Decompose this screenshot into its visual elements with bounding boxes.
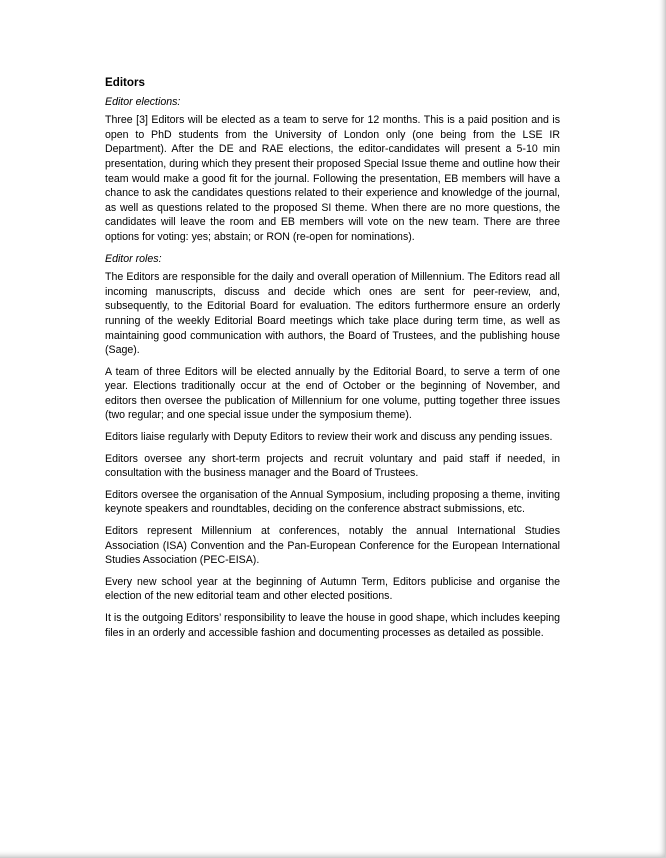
roles-paragraph: The Editors are responsible for the daily and overall operation of Millennium. The Editors read all incoming manuscripts, discuss and decide which ones are sent for peer-review, and, subsequently, to the Editorial Board for evaluation. The editors furthermore ensure an orderly running of the weekly Editorial Board meetings which take place during term time, as well as maintaining good communication with authors, the Board of Trustees, and the publishing house (Sage).: [105, 271, 560, 357]
roles-paragraph: Editors liaise regularly with Deputy Editors to review their work and discuss any pending issues.: [105, 431, 553, 444]
roles-paragraph: Editors represent Millennium at conferences, notably the annual International Studies Association (ISA) Convention and the Pan-European Conference for the European International Studies Association (PEC-EISA).: [105, 525, 560, 567]
elections-paragraph: Three [3] Editors will be elected as a team to serve for 12 months. This is a paid position and is open to PhD students from the University of London only (one being from the LSE IR Department). After the DE and RAE elections, the editor-candidates will present a 5-10 min presentation, during which they present their proposed Special Issue theme and outline how their team would make a good fit for the journal. Following the presentation, EB members will have a chance to ask the candidates questions related to their experience and knowledge of the journal, as well as questions related to the proposed SI theme. When there are no more questions, the candidates will leave the room and EB members will vote on the new team. There are three options for voting: yes; abstain; or RON (re-open for nominations).: [105, 114, 560, 243]
section-heading: Editors: [105, 76, 145, 89]
roles-subheading: Editor roles:: [105, 252, 162, 265]
roles-paragraph: Editors oversee the organisation of the Annual Symposium, including proposing a theme, inviting keynote speakers and roundtables, deciding on the conference abstract submissions, etc.: [105, 488, 560, 516]
roles-paragraph: Every new school year at the beginning of Autumn Term, Editors publicise and organise the election of the new editorial team and other elected positions.: [105, 575, 560, 603]
page-content: [105, 76, 560, 647]
elections-subheading: Editor elections:: [105, 95, 181, 108]
roles-paragraph: A team of three Editors will be elected annually by the Editorial Board, to serve a term of one year. Elections traditionally occur at the end of October or the beginning of November, and editors then oversee the publication of Millennium for one volume, putting together three issues (two regular; and one special issue under the symposium theme).: [105, 365, 560, 422]
roles-paragraph: It is the outgoing Editors’ responsibility to leave the house in good shape, which includes keeping files in an orderly and accessible fashion and documenting processes as detailed as possible.: [105, 612, 560, 639]
roles-paragraph: Editors oversee any short-term projects and recruit voluntary and paid staff if needed, in consultation with the business manager and the Board of Trustees.: [105, 452, 560, 480]
